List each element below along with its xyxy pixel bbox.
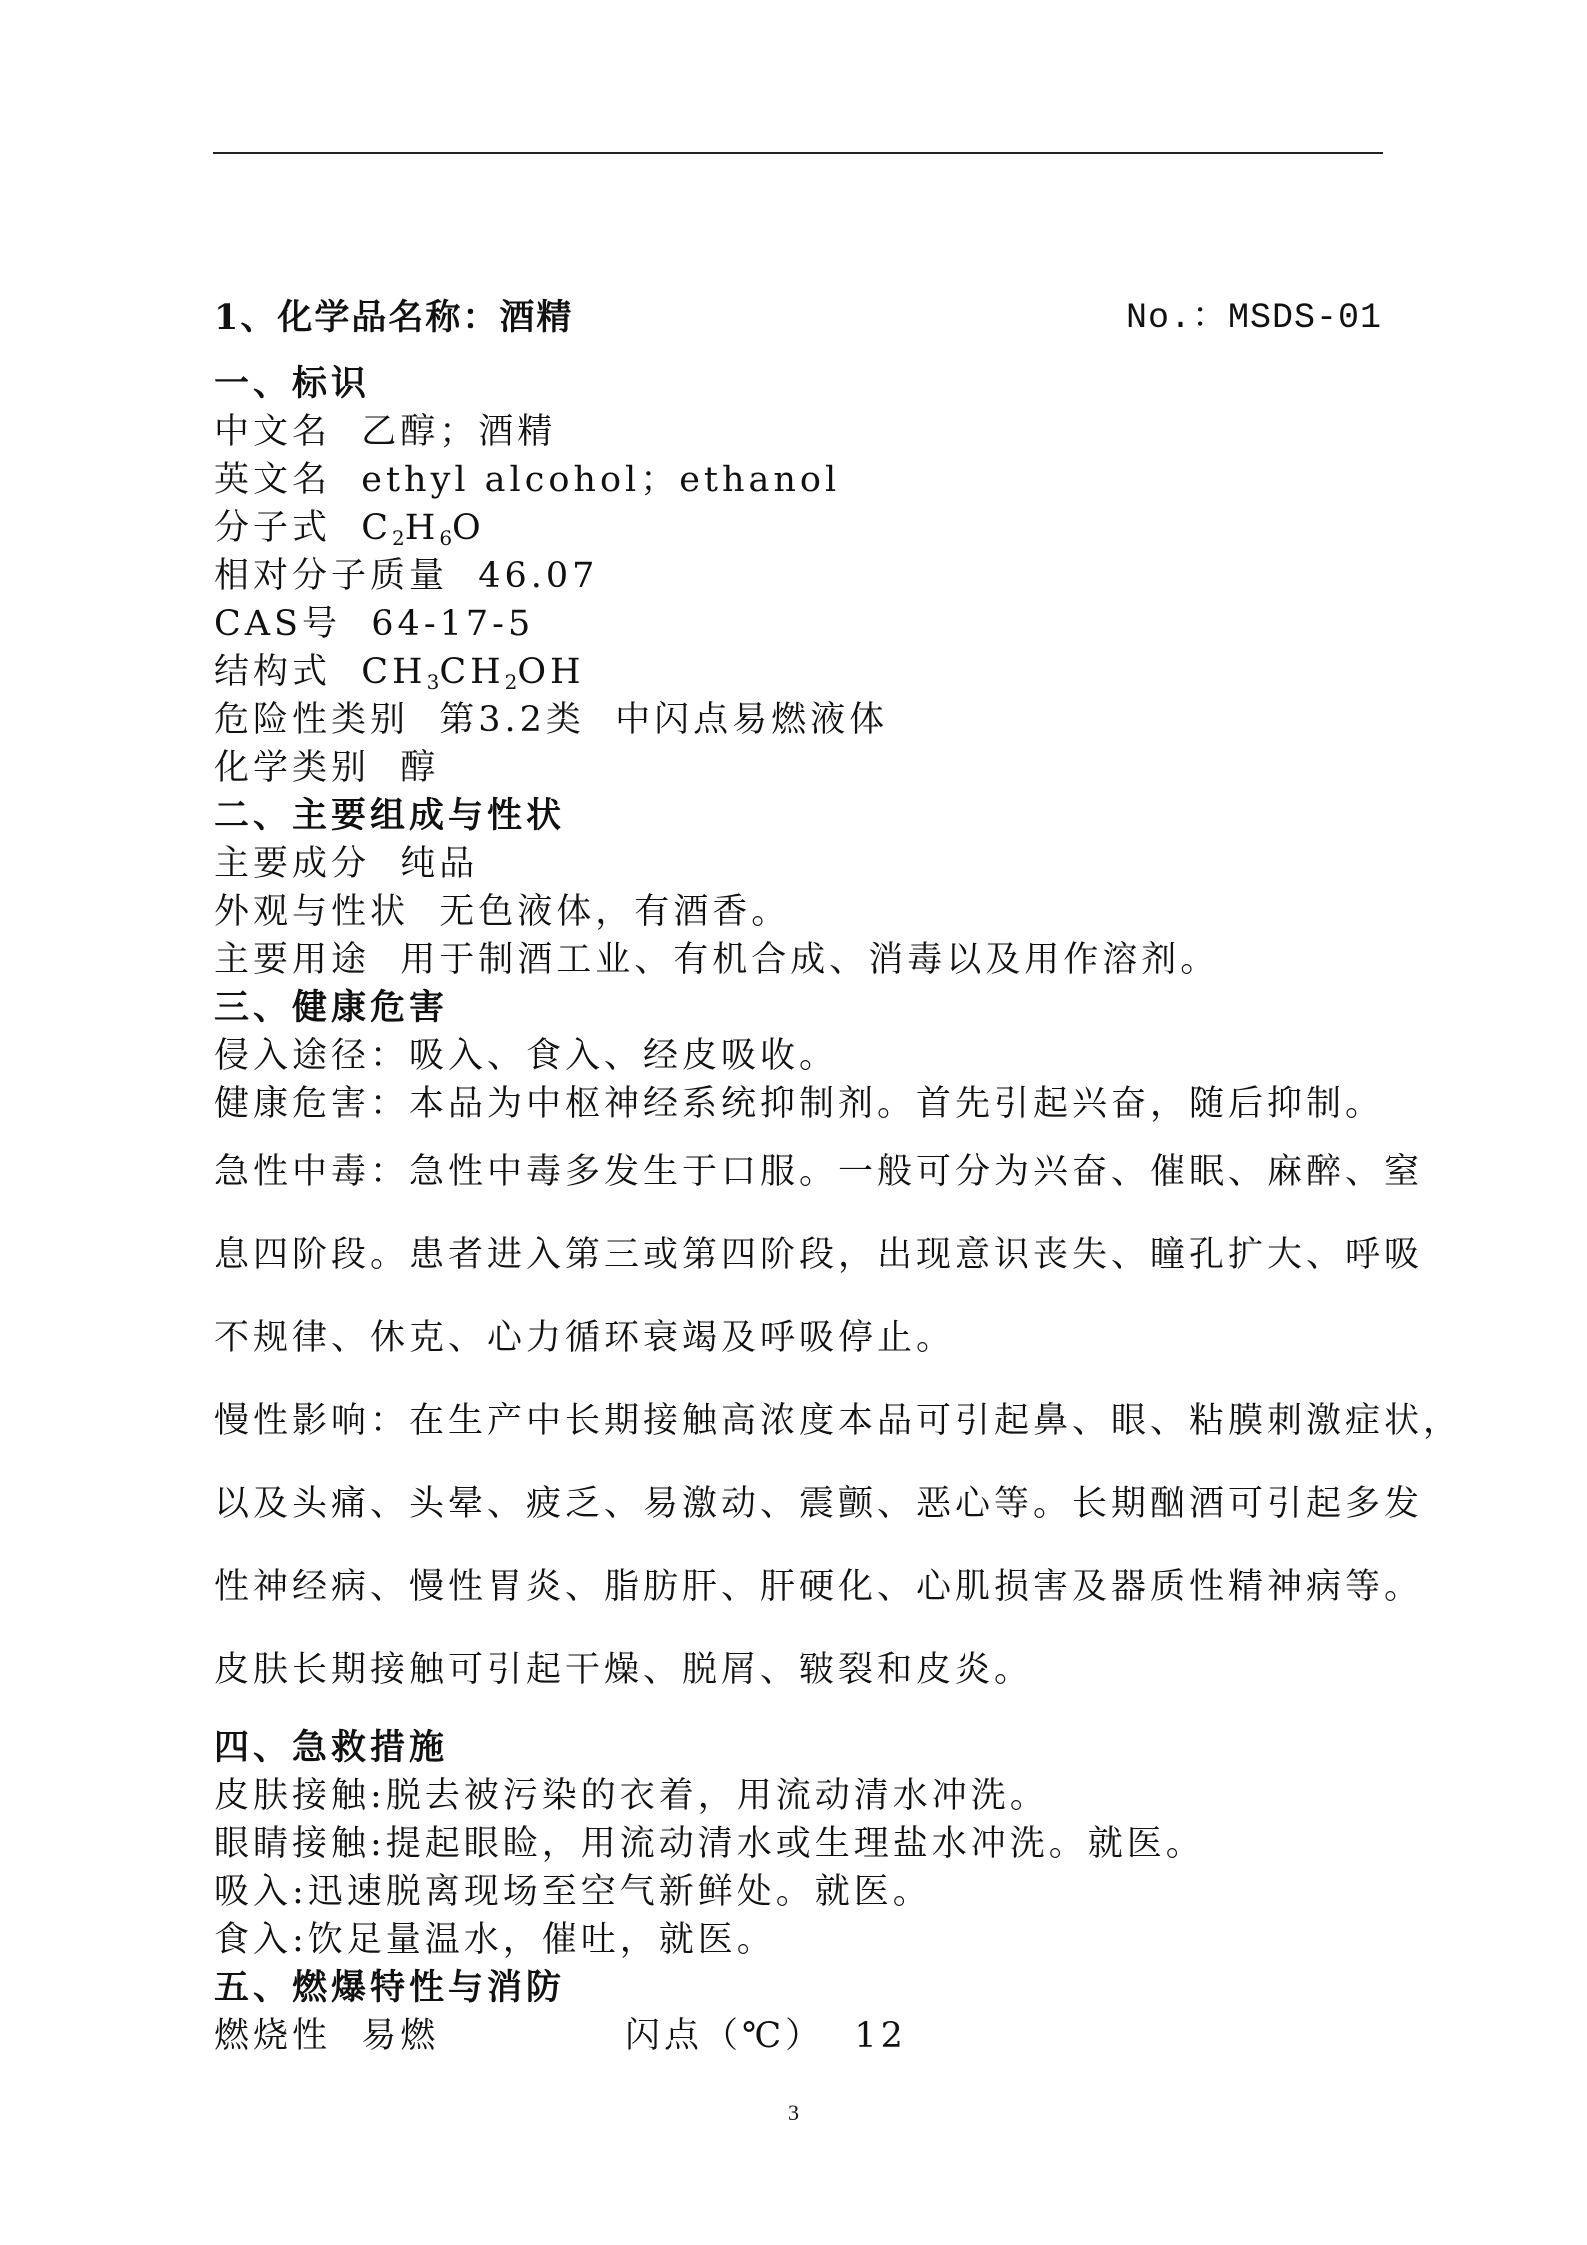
cas-number: CAS号 64-17-5 bbox=[214, 604, 535, 644]
structural-formula: 结构式 $CH_3CH_2OH$ bbox=[214, 652, 585, 694]
hazard-class: 危险性类别 第3.2类 中闪点易燃液体 bbox=[214, 700, 889, 740]
entry-route: 侵入途径：吸入、食入、经皮吸收。 bbox=[214, 1036, 839, 1076]
chemical-class: 化学类别 醇 bbox=[214, 748, 440, 788]
first-aid-skin: 皮肤接触:脱去被污染的衣着，用流动清水冲洗。 bbox=[214, 1776, 1049, 1816]
molecular-formula: 分子式 $C_2H_6O$ bbox=[214, 508, 485, 550]
main-component: 主要成分 纯品 bbox=[214, 844, 479, 884]
first-aid-inhalation: 吸入:迅速脱离现场至空气新鲜处。就医。 bbox=[214, 1872, 932, 1912]
first-aid-ingestion: 食入:饮足量温水，催吐，就医。 bbox=[214, 1920, 776, 1960]
first-aid-eye: 眼睛接触:提起眼睑，用流动清水或生理盐水冲洗。就医。 bbox=[214, 1824, 1205, 1864]
section-heading-first-aid: 四、急救措施 bbox=[214, 1727, 449, 1768]
section-heading-fire-explosion: 五、燃爆特性与消防 bbox=[214, 1967, 566, 2008]
chronic-effect-line: 慢性影响：在生产中长期接触高浓度本品可引起鼻、眼、粘膜刺激症状， bbox=[214, 1401, 1463, 1441]
molecular-mass: 相对分子质量 46.07 bbox=[214, 556, 599, 596]
chemical-name-title: 1、化学品名称：酒精 bbox=[214, 297, 574, 338]
acute-poisoning-line: 不规律、休克、心力循环衰竭及呼吸停止。 bbox=[214, 1318, 956, 1358]
flammability: 燃烧性 易燃 bbox=[214, 2016, 440, 2056]
health-hazard: 健康危害：本品为中枢神经系统抑制剂。首先引起兴奋，随后抑制。 bbox=[214, 1084, 1385, 1124]
chronic-effect-line: 皮肤长期接触可引起干燥、脱屑、皲裂和皮炎。 bbox=[214, 1650, 1034, 1690]
chronic-effect-line: 以及头痛、头晕、疲乏、易激动、震颤、恶心等。长期酗酒可引起多发 bbox=[214, 1484, 1424, 1524]
flash-point: 闪点（℃） 12 bbox=[625, 2016, 907, 2056]
acute-poisoning-line: 息四阶段。患者进入第三或第四阶段，出现意识丧失、瞳孔扩大、呼吸 bbox=[214, 1235, 1424, 1275]
english-name: 英文名 ethyl alcohol；ethanol bbox=[214, 460, 841, 500]
main-use: 主要用途 用于制酒工业、有机合成、消毒以及用作溶剂。 bbox=[214, 940, 1220, 980]
document-number: No.：MSDS-01 bbox=[1125, 298, 1382, 338]
acute-poisoning-line: 急性中毒：急性中毒多发生于口服。一般可分为兴奋、催眠、麻醉、窒 bbox=[214, 1152, 1424, 1192]
header-rule bbox=[213, 152, 1383, 154]
appearance: 外观与性状 无色液体，有酒香。 bbox=[214, 892, 791, 932]
chronic-effect-line: 性神经病、慢性胃炎、脂肪肝、肝硬化、心肌损害及器质性精神病等。 bbox=[214, 1567, 1424, 1607]
section-heading-composition: 二、主要组成与性状 bbox=[214, 795, 566, 836]
document-title-row bbox=[214, 294, 1382, 342]
chinese-name: 中文名 乙醇；酒精 bbox=[214, 412, 557, 452]
page-number: 3 bbox=[788, 2100, 799, 2125]
section-heading-identification: 一、标识 bbox=[214, 363, 371, 404]
section-heading-health-hazard: 三、健康危害 bbox=[214, 987, 449, 1028]
